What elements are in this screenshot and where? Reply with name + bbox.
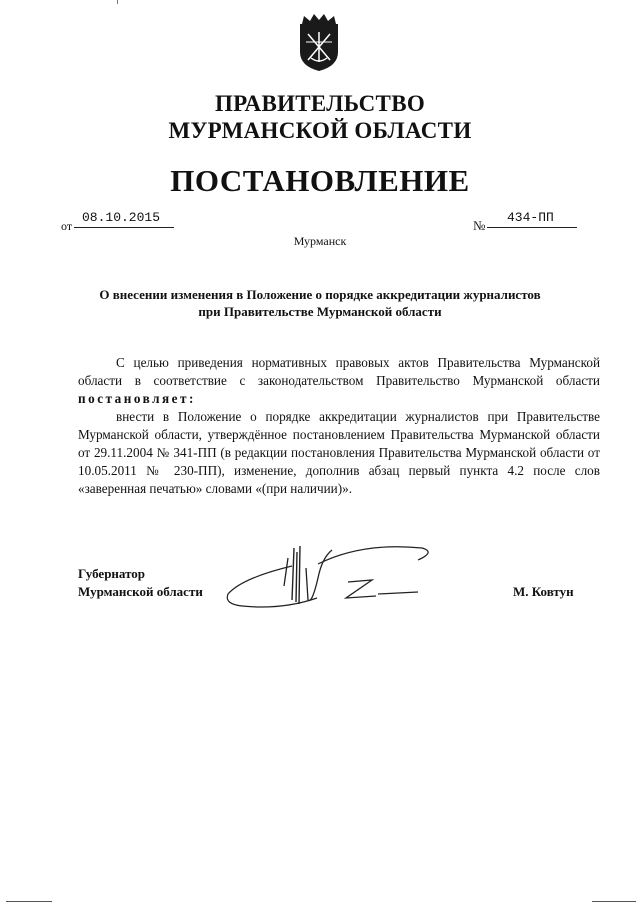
number-value: 434-ПП xyxy=(487,209,577,228)
resolves-word: постановляет: xyxy=(78,391,196,406)
signer-title-line1: Губернатор xyxy=(78,566,146,581)
body-text xyxy=(78,354,600,498)
handwritten-signature-icon xyxy=(222,538,442,618)
document-type: ПОСТАНОВЛЕНИЕ xyxy=(170,163,470,198)
subject-line1: О внесении изменения в Положение о порядке аккредитации журналистов xyxy=(99,287,541,302)
footer-divider-left xyxy=(6,901,52,902)
government-title-line2: МУРМАНСКОЙ ОБЛАСТИ xyxy=(168,118,472,143)
intro-paragraph xyxy=(78,354,600,408)
coat-of-arms-icon xyxy=(296,12,342,72)
date-label: от xyxy=(61,219,73,233)
date-value: 08.10.2015 xyxy=(74,209,174,228)
intro-text: С целью приведения нормативных правовых актов Правительства Мурманской области в соответствие с законодательством Правительство Мурманской области xyxy=(78,355,600,388)
subject-line2: при Правительстве Мурманской области xyxy=(198,304,442,319)
city: Мурманск xyxy=(293,234,347,248)
signer-title-line2: Мурманской области xyxy=(78,584,203,599)
scan-mark xyxy=(117,0,118,4)
number-label: № xyxy=(473,218,486,233)
government-title-line1: ПРАВИТЕЛЬСТВО xyxy=(214,91,426,116)
footer-divider-right xyxy=(592,901,636,902)
signer-name: М. Ковтун xyxy=(513,584,574,599)
decision-paragraph: внести в Положение о порядке аккредитации журналистов при Правительстве Мурманской области, утверждённое постановлением Правительства Мурманской области от 29.11.2004 № 341-ПП (в редакции постановления Правительства Мурманской области от 10.05.2011 № 230-ПП), изменение, дополнив абзац первый пункта 4.2 после слов «заверенная печатью» словами «(при наличии)». xyxy=(78,409,600,496)
